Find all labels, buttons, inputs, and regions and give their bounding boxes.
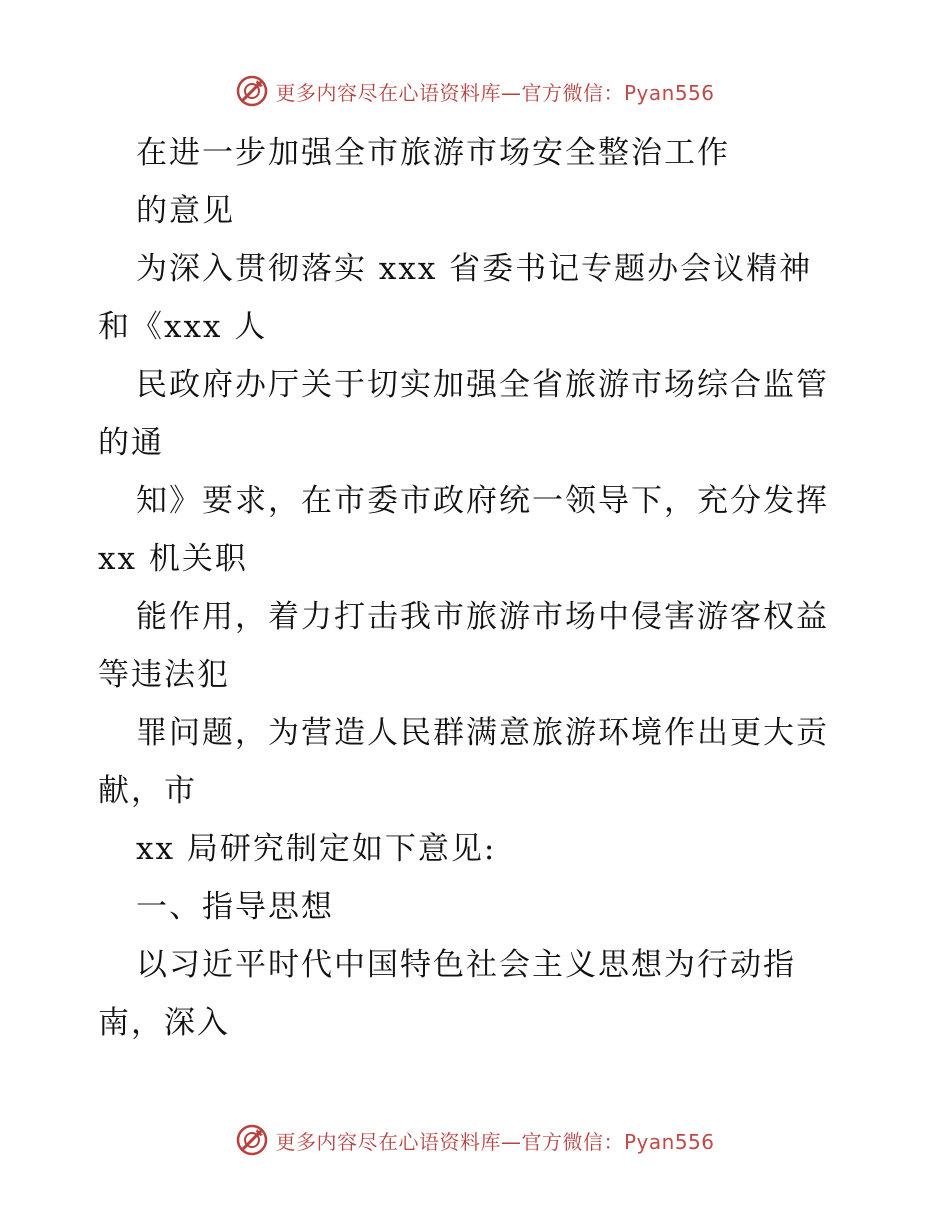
paragraph-line: 等违法犯 [98, 657, 230, 693]
paragraph-line: 能作用，着力打击我市旅游市场中侵害游客权益 [136, 599, 829, 635]
paragraph-line: 献，市 [98, 773, 197, 809]
paragraph-line: 知》要求，在市委市政府统一领导下，充分发挥 [136, 483, 829, 519]
footer-wechat-handle: Pyan556 [623, 1129, 715, 1154]
paragraph-line: 南，深入 [98, 1005, 230, 1041]
footer-banner-text: 更多内容尽在心语资料库—官方微信： [275, 1129, 624, 1154]
footer-banner [0, 1120, 950, 1160]
paragraph-line: 和《xxx 人 [98, 309, 268, 345]
paragraph-line: 为深入贯彻落实 xxx 省委书记专题办会议精神 [136, 251, 813, 287]
brand-logo-icon [235, 74, 269, 108]
doc-title-line-2: 的意见 [136, 193, 235, 229]
section-heading: 一、指导思想 [136, 889, 334, 925]
paragraph-line: 罪问题，为营造人民群满意旅游环境作出更大贡 [136, 715, 829, 751]
doc-title-line-1: 在进一步加强全市旅游市场安全整治工作 [136, 135, 730, 171]
paragraph-line: xx 局研究制定如下意见: [136, 831, 497, 867]
header-banner-text: 更多内容尽在心语资料库—官方微信： [275, 80, 624, 105]
paragraph-line: xx 机关职 [98, 541, 248, 577]
paragraph-line: 以习近平时代中国特色社会主义思想为行动指 [136, 947, 796, 983]
header-banner [0, 71, 950, 111]
header-wechat-handle: Pyan556 [623, 80, 715, 105]
paragraph-line: 的通 [98, 425, 164, 461]
document-body [98, 124, 858, 1052]
paragraph-line: 民政府办厅关于切实加强全省旅游市场综合监管 [136, 367, 829, 403]
brand-logo-icon [235, 1123, 269, 1157]
